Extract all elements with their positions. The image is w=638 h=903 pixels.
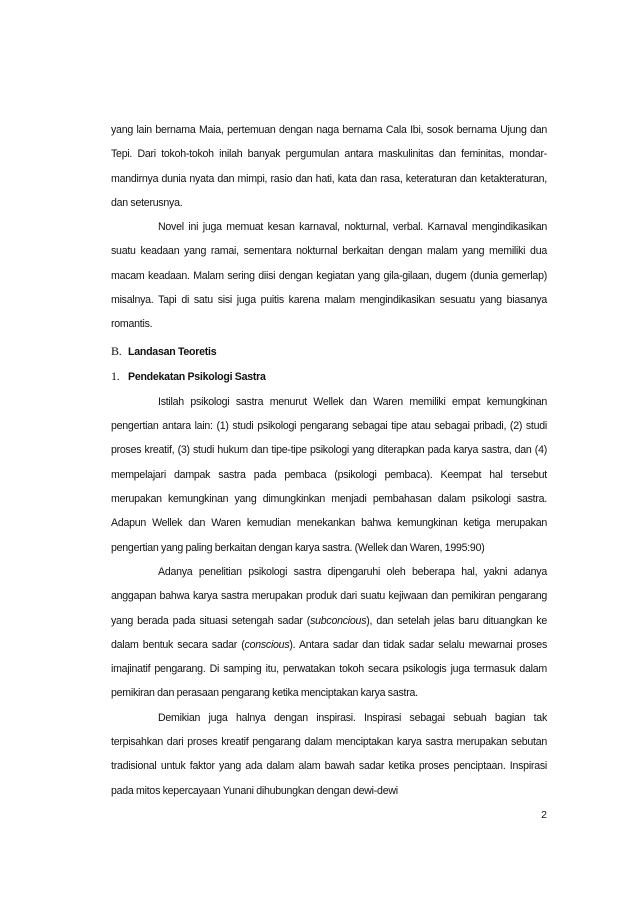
paragraph-istilah-psikologi: Istilah psikologi sastra menurut Wellek dan Waren memiliki empat kemungkinan pengertian antara lain: (1) studi psikologi pengarang sebagai tipe atau sebagai pribadi, (2) studi proses kreatif, (3) studi hukum dan tipe-tipe psikologi yang diterapkan pada karya sastra, dan (4) mempelajari dampak sastra pada pembaca (psikologi pembaca). Keempat hal tersebut merupakan kemungkinan yang dimungkinkan menjadi pembahasan dalam psikologi sastra. Adapun Wellek dan Waren kemudian menekankan bahwa kemungkinan ketiga merupakan pengertian yang paling berkaitan dengan karya sastra. (Wellek dan Waren, 1995:90): [111, 395, 547, 554]
section-title: Landasan Teoretis: [128, 345, 217, 358]
paragraph-novel-karnaval: Novel ini juga memuat kesan karnaval, nokturnal, verbal. Karnaval mengindikasikan suatu keadaan yang ramai, sementara nokturnal berkaitan dengan malam yang memiliki dua macam keadaan. Malam sering diisi dengan kegiatan yang gila-gilaan, dugem (dunia gemerlap) misalnya. Tapi di satu sisi juga puitis karena malam mengindikasikan sesuatu yang biasanya romantis.: [111, 221, 547, 331]
text-segment: ), dan setelah jelas baru dituangkan ke dalam bentuk secara sadar (: [111, 614, 547, 651]
section-number: B.: [111, 343, 122, 358]
text-segment: ). Antara sadar dan tidak sadar selalu mewarnai proses imajinatif pengarang. Di samping itu, perwatakan tokoh secara psikologis juga termasuk dalam pemikiran dan perasaan pengarang ketika menciptakan karya sastra.: [111, 638, 547, 700]
paragraph-penelitian-psikologi: [111, 560, 547, 706]
subsection-heading: [111, 364, 547, 390]
subsection-number: 1.: [111, 369, 120, 384]
document-body: [111, 118, 547, 803]
italic-term-conscious: conscious: [244, 638, 290, 651]
paragraph-intro-continuation: yang lain bernama Maia, pertemuan dengan naga bernama Cala Ibi, sosok bernama Ujung dan Tepi. Dari tokoh-tokoh inilah banyak pergumulan antara maskulinitas dan feminitas, mondar-mandirnya dunia nyata dan mimpi, rasio dan hati, kata dan rasa, keteraturan dan ketakteraturan, dan seterusnya.: [111, 124, 547, 209]
section-heading: [111, 339, 547, 365]
subsection-title: Pendekatan Psikologi Sastra: [128, 371, 266, 384]
text-segment: Adanya penelitian psikologi sastra dipengaruhi oleh beberapa hal, yakni adanya anggapan bahwa karya sastra merupakan produk dari suatu kejiwaan dan pemikiran pengarang yang berada pada situasi setengah sadar (: [111, 565, 547, 627]
paragraph-inspirasi: Demikian juga halnya dengan inspirasi. Inspirasi sebagai sebuah bagian tak terpisahkan dari proses kreatif pengarang dalam menciptakan karya sastra merupakan sebutan tradisional untuk faktor yang ada dalam alam bawah sadar ketika proses penciptaan. Inspirasi pada mitos kepercayaan Yunani dihubungkan dengan dewi-dewi: [111, 711, 547, 797]
page-number: 2: [541, 809, 547, 821]
italic-term-subconcious: subconcious: [310, 614, 367, 627]
